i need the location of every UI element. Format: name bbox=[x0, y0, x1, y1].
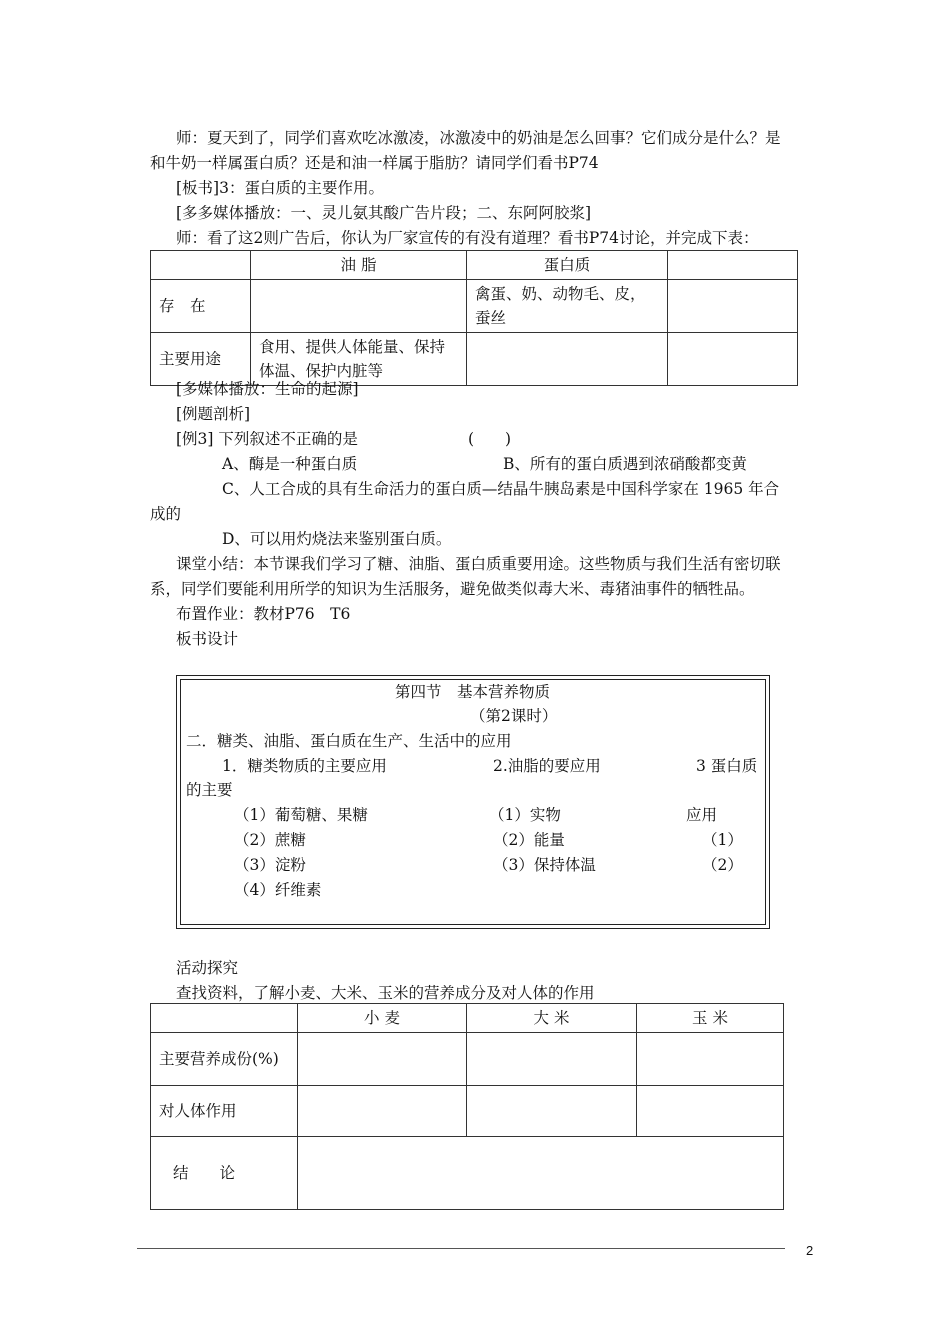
table-cell bbox=[251, 280, 467, 333]
table-header-corn: 玉 米 bbox=[637, 1004, 784, 1033]
table-header-protein: 蛋白质 bbox=[467, 251, 668, 280]
page-number: 2 bbox=[806, 1243, 814, 1258]
option-b: B、所有的蛋白质遇到浓硝酸都变黄 bbox=[503, 455, 747, 473]
table-cell: 食用、提供人体能量、保持体温、保护内脏等 bbox=[251, 333, 467, 386]
table-cell bbox=[467, 333, 668, 386]
media-origin-line: [多媒体播放：生命的起源] bbox=[176, 380, 359, 398]
table-cell[interactable] bbox=[467, 1086, 637, 1137]
table-cell[interactable] bbox=[298, 1137, 784, 1210]
table-cell[interactable] bbox=[298, 1086, 467, 1137]
table-header-wheat: 小 麦 bbox=[298, 1004, 467, 1033]
table-row bbox=[151, 1137, 784, 1210]
table-cell bbox=[151, 1004, 298, 1033]
board-col1-head: 1．糖类物质的主要应用 bbox=[222, 757, 387, 775]
option-c-wrap: 成的 bbox=[150, 505, 182, 523]
board-col2-head: 2.油脂的要应用 bbox=[493, 757, 601, 775]
example-heading: [例题剖析] bbox=[176, 405, 251, 423]
homework: 布置作业：教材P76 T6 bbox=[176, 605, 351, 623]
list-item: （2）能量 bbox=[493, 831, 565, 849]
summary-line-2: 系，同学们要能利用所学的知识为生活服务，避免做类似毒大米、毒猪油事件的牺牲品。 bbox=[150, 580, 755, 598]
board-col3-head: 3 蛋白质 bbox=[696, 757, 758, 775]
list-item: （4）纤维素 bbox=[234, 881, 322, 899]
board-title: 第四节 基本营养物质 bbox=[395, 683, 551, 701]
table-row bbox=[151, 1004, 784, 1033]
list-item: （1）葡萄糖、果糖 bbox=[234, 806, 368, 824]
intro-line-1: 师：夏天到了，同学们喜欢吃冰激凌，冰激凌中的奶油是怎么回事？它们成分是什么？是 bbox=[176, 129, 781, 147]
table-cell[interactable] bbox=[467, 1033, 637, 1086]
option-d: D、可以用灼烧法来鉴别蛋白质。 bbox=[222, 530, 452, 548]
grain-nutrition-table bbox=[150, 1003, 784, 1210]
list-item: 应用 bbox=[686, 806, 718, 824]
table-row bbox=[151, 1086, 784, 1137]
activity-title: 活动探究 bbox=[176, 959, 239, 977]
table-cell[interactable] bbox=[298, 1033, 467, 1086]
intro-line-2: 和牛奶一样属蛋白质？还是和油一样属于脂肪？请同学们看书P74 bbox=[150, 154, 599, 172]
table-cell: 禽蛋、奶、动物毛、皮，蚕丝 bbox=[467, 280, 668, 333]
table-cell[interactable] bbox=[637, 1033, 784, 1086]
footer-rule bbox=[137, 1248, 785, 1249]
table-cell bbox=[668, 333, 798, 386]
table-cell[interactable] bbox=[637, 1086, 784, 1137]
list-item: （2） bbox=[702, 856, 743, 874]
list-item: （3）保持体温 bbox=[493, 856, 596, 874]
option-a: A、酶是一种蛋白质 bbox=[222, 455, 358, 473]
table-cell bbox=[668, 251, 798, 280]
option-c: C、人工合成的具有生命活力的蛋白质—结晶牛胰岛素是中国科学家在 1965 年合 bbox=[222, 480, 780, 498]
table-row bbox=[151, 280, 798, 333]
board-note-3: [板书]3：蛋白质的主要作用。 bbox=[176, 179, 384, 197]
summary-line-1: 课堂小结：本节课我们学习了糖、油脂、蛋白质重要用途。这些物质与我们生活有密切联 bbox=[176, 555, 781, 573]
activity-desc: 查找资料，了解小麦、大米、玉米的营养成分及对人体的作用 bbox=[176, 984, 595, 1002]
list-item: （2）蔗糖 bbox=[234, 831, 306, 849]
row-label-conclusion: 结 论 bbox=[151, 1137, 298, 1210]
list-item: （1） bbox=[702, 831, 743, 849]
board-design-label: 板书设计 bbox=[176, 630, 239, 648]
list-item: （3）淀粉 bbox=[234, 856, 306, 874]
row-label-nutrients: 主要营养成份(%) bbox=[151, 1033, 298, 1086]
board-heading: 二．糖类、油脂、蛋白质在生产、生活中的应用 bbox=[186, 732, 512, 750]
board-subtitle: （第2课时） bbox=[470, 707, 558, 725]
table-cell bbox=[668, 280, 798, 333]
row-label-effect: 对人体作用 bbox=[151, 1086, 298, 1137]
table-row bbox=[151, 251, 798, 280]
row-label-existence: 存 在 bbox=[151, 280, 251, 333]
media-note: [多多媒体播放：一、灵儿氨其酸广告片段；二、东阿阿胶浆] bbox=[176, 204, 592, 222]
row-label-uses: 主要用途 bbox=[151, 333, 251, 386]
list-item: （1）实物 bbox=[489, 806, 561, 824]
table-header-rice: 大 米 bbox=[467, 1004, 637, 1033]
table-cell bbox=[151, 251, 251, 280]
intro-line-5: 师：看了这2则广告后，你认为厂家宣传的有没有道理？看书P74讨论，并完成下表： bbox=[176, 229, 759, 247]
table-row bbox=[151, 1033, 784, 1086]
board-col3-wrap: 的主要 bbox=[186, 781, 233, 799]
answer-blank: ( ) bbox=[468, 430, 512, 448]
fat-protein-table bbox=[150, 250, 798, 386]
example-question: [例3] 下列叙述不正确的是 bbox=[176, 430, 358, 448]
table-header-fat: 油 脂 bbox=[251, 251, 467, 280]
